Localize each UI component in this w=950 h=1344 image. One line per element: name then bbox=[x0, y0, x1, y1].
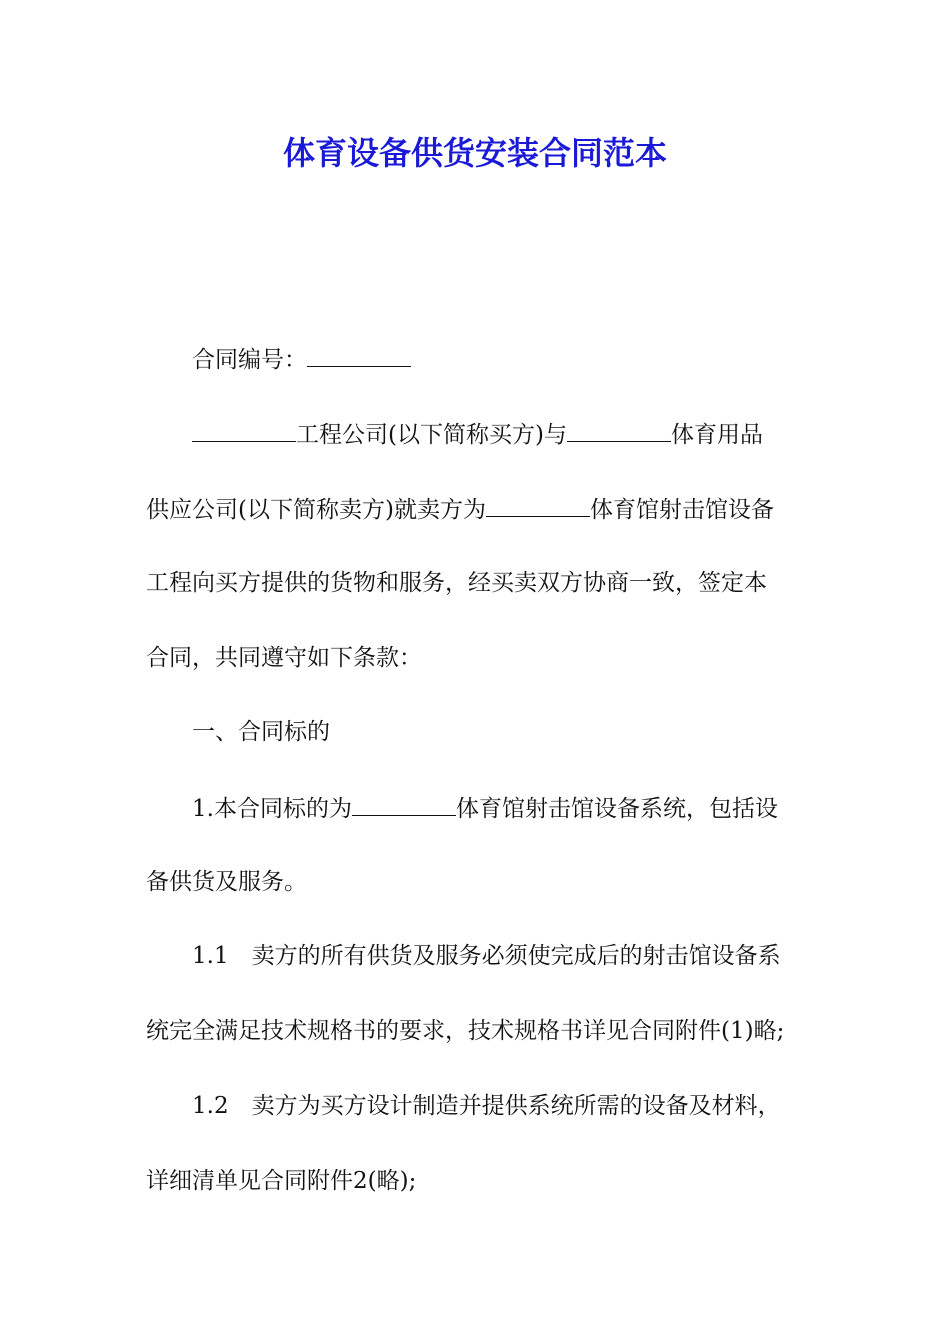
clause-1-text-b: 体育馆射击馆设备系统，包括设 bbox=[455, 796, 778, 822]
intro-line-1 bbox=[192, 413, 763, 455]
contract-number-label: 合同编号： bbox=[192, 347, 307, 373]
intro-line-2-text-a: 供应公司(以下简称卖方)就卖方为 bbox=[146, 497, 486, 523]
venue-name-blank bbox=[486, 488, 590, 517]
intro-line-1-text-b: 体育用品 bbox=[670, 422, 763, 448]
intro-line-1-text-a: 工程公司(以下简称买方)与 bbox=[296, 422, 567, 448]
clause-1-2-line-2: 详细清单见合同附件2(略); bbox=[146, 1168, 417, 1194]
section-1-heading: 一、合同标的 bbox=[192, 719, 330, 745]
intro-line-2-text-b: 体育馆射击馆设备 bbox=[589, 497, 774, 523]
document-title: 体育设备供货安装合同范本 bbox=[282, 134, 667, 172]
clause-1-line-2: 备供货及服务。 bbox=[146, 869, 307, 895]
contract-number-blank bbox=[307, 338, 411, 367]
buyer-name-blank bbox=[192, 413, 296, 442]
intro-line-4: 合同，共同遵守如下条款： bbox=[146, 645, 422, 671]
contract-number-line bbox=[192, 338, 411, 380]
clause-1-1-line-1: 1.1 卖方的所有供货及服务必须使完成后的射击馆设备系 bbox=[192, 943, 781, 969]
intro-line-2 bbox=[146, 488, 774, 530]
clause-1-text-a: 1.本合同标的为 bbox=[192, 796, 352, 822]
clause-1-1-line-2: 统完全满足技术规格书的要求，技术规格书详见合同附件(1)略; bbox=[146, 1018, 785, 1044]
intro-line-3: 工程向买方提供的货物和服务，经买卖双方协商一致，签定本 bbox=[146, 570, 767, 596]
seller-name-blank bbox=[567, 413, 671, 442]
clause-1-line-1 bbox=[192, 787, 778, 829]
clause-1-venue-blank bbox=[352, 787, 456, 816]
clause-1-2-line-1: 1.2 卖方为买方设计制造并提供系统所需的设备及材料， bbox=[192, 1093, 781, 1119]
